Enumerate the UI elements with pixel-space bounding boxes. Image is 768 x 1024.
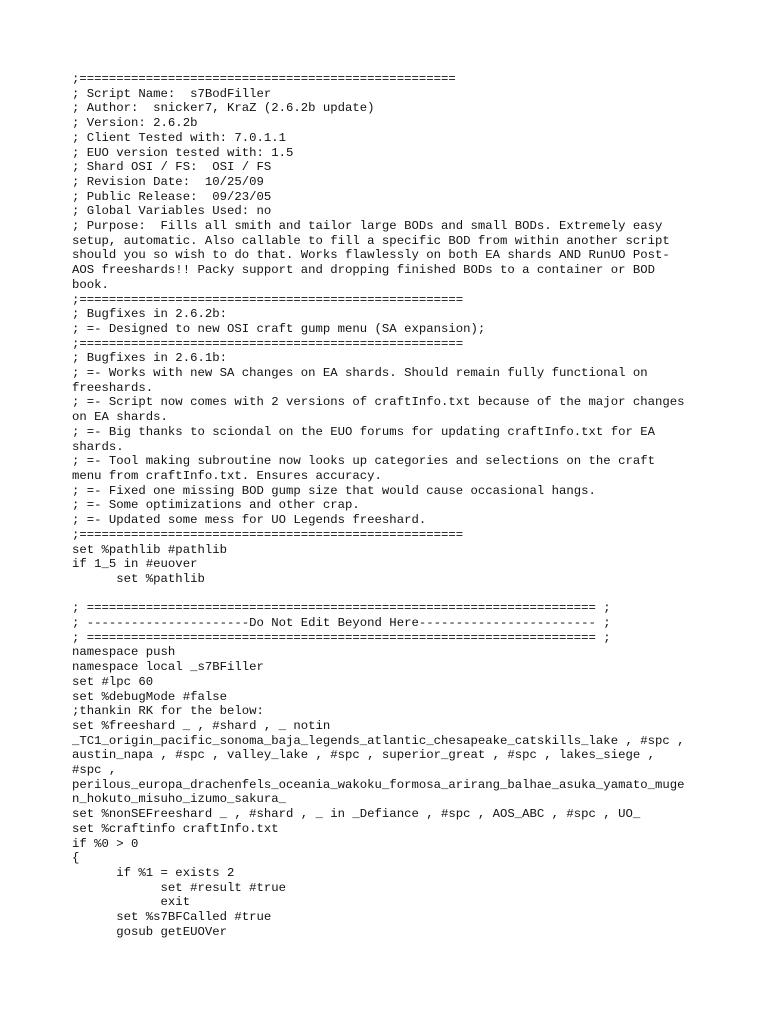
text-line: ; =- Tool making subroutine now looks up categories and selections on the craft [72,454,655,469]
text-line: austin_napa , #spc , valley_lake , #spc , superior_great , #spc , lakes_siege , [72,748,655,763]
text-line: set %pathlib #pathlib [72,542,227,557]
text-line: ;thankin RK for the below: [72,704,264,719]
text-line: ; =- Some optimizations and other crap. [72,498,360,513]
text-line: #spc , [72,763,117,778]
text-line: if %0 > 0 [72,836,139,851]
text-line: ; Global Variables Used: no [72,204,272,219]
text-line: gosub getEUOVer [72,924,227,939]
text-line: { [72,851,80,866]
text-line: book. [72,277,109,292]
text-line: if 1_5 in #euover [72,557,198,572]
text-line: ; Client Tested with: 7.0.1.1 [72,130,287,145]
text-line: ; Author: snicker7, KraZ (2.6.2b update) [72,101,375,116]
text-line: should you so wish to do that. Works flawlessly on both EA shards AND RunUO Post- [72,248,670,263]
text-line: set %pathlib [72,571,205,586]
text-line: ; Script Name: s7BodFiller [72,86,272,101]
text-line: set %freeshard _ , #shard , _ notin [72,718,331,733]
text-line: ; Revision Date: 10/25/09 [72,174,264,189]
text-line: ; ===================================================================== ; [72,601,611,616]
text-line: ;==================================================== [72,292,464,307]
text-line: ; Version: 2.6.2b [72,116,198,131]
text-line: set #result #true [72,880,287,895]
document-body [72,72,712,939]
text-line: exit [72,895,191,910]
text-line: ;==================================================== [72,527,464,542]
text-line: shards. [72,439,124,454]
text-line: if %1 = exists 2 [72,865,235,880]
text-line: ; =- Fixed one missing BOD gump size that would cause occasional hangs. [72,483,596,498]
text-line: set %nonSEFreeshard _ , #shard , _ in _Defiance , #spc , AOS_ABC , #spc , UO_ [72,807,641,822]
text-line: AOS freeshards!! Packy support and dropping finished BODs to a container or BOD [72,263,655,278]
text-line: namespace push [72,645,176,660]
text-line: ; Bugfixes in 2.6.1b: [72,351,227,366]
text-line: ; Purpose: Fills all smith and tailor large BODs and small BODs. Extremely easy [72,219,663,234]
text-line: ;==================================================== [72,336,464,351]
text-line: menu from craftInfo.txt. Ensures accuracy. [72,468,382,483]
text-line: on EA shards. [72,410,168,425]
text-line: _TC1_origin_pacific_sonoma_baja_legends_atlantic_chesapeake_catskills_lake , #spc , [72,733,685,748]
text-line: set %debugMode #false [72,689,227,704]
text-line: set #lpc 60 [72,674,154,689]
text-line: ;=================================================== [72,72,456,86]
text-line: n_hokuto_misuho_izumo_sakura_ [72,792,287,807]
text-line: ; =- Designed to new OSI craft gump menu (SA expansion); [72,321,486,336]
text-line: ; =- Script now comes with 2 versions of craftInfo.txt because of the major changes [72,395,685,410]
text-line: ; Public Release: 09/23/05 [72,189,272,204]
text-line: ; Shard OSI / FS: OSI / FS [72,160,272,175]
text-line: ; ===================================================================== ; [72,630,611,645]
text-line: ; =- Big thanks to sciondal on the EUO forums for updating craftInfo.txt for EA [72,424,655,439]
text-line: ; =- Works with new SA changes on EA shards. Should remain fully functional on [72,366,648,381]
text-line: perilous_europa_drachenfels_oceania_wakoku_formosa_arirang_balhae_asuka_yamato_muge [72,777,685,792]
text-line: ; =- Updated some mess for UO Legends freeshard. [72,513,427,528]
text-line: set %s7BFCalled #true [72,910,272,925]
text-line: set %craftinfo craftInfo.txt [72,821,279,836]
text-line: setup, automatic. Also callable to fill a specific BOD from within another script [72,233,670,248]
text-line: freeshards. [72,380,154,395]
text-line: namespace local _s7BFiller [72,660,264,675]
text-line [72,587,712,602]
text-line: ; ----------------------Do Not Edit Beyond Here------------------------ ; [72,616,611,630]
text-line: ; Bugfixes in 2.6.2b: [72,307,227,322]
text-line: ; EUO version tested with: 1.5 [72,145,294,160]
